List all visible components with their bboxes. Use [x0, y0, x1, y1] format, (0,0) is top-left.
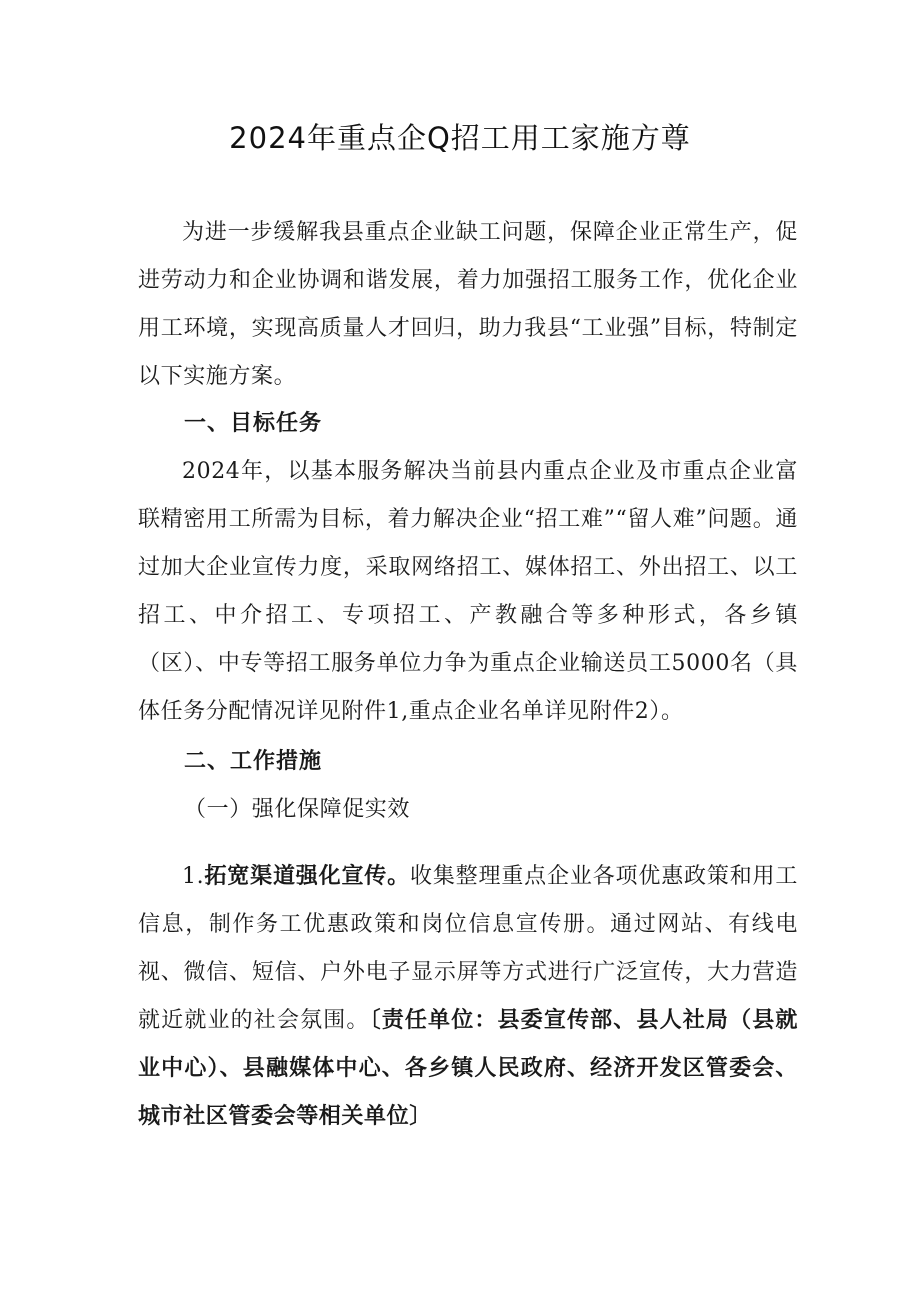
- goals-paragraph: 2024年，以基本服务解决当前县内重点企业及市重点企业富联精密用工所需为目标，着力解决企业“招工难”“留人难”问题。通过加大企业宣传力度，采取网络招工、媒体招工、外出招工、以工招工、中介招工、专项招工、产教融合等多种形式，各乡镇（区）、中专等招工服务单位力争为重点企业输送员工5000名（具体任务分配情况详见附件1,重点企业名单详见附件2）。: [138, 459, 798, 724]
- item-lead: 拓宽渠道强化宣传。: [204, 864, 410, 889]
- intro-paragraph: 为进一步缓解我县重点企业缺工问题，保障企业正常生产，促进劳动力和企业协调和谐发展，着力加强招工服务工作，优化企业用工环境，实现高质量人才回归，助力我县“工业强”目标，特制定以下实施方案。: [138, 220, 798, 389]
- section-heading-measures: 二、工作措施: [184, 749, 323, 774]
- item-body: 收集整理重点企业各项优惠政策和用工信息，制作务工优惠政策和岗位信息宣传册。通过网站、有线电视、微信、短信、户外电子显示屏等方式进行广泛宣传，大力营造就近就业的社会氛围。: [138, 864, 798, 1033]
- item-responsibility: 〔责任单位：县委宣传部、县人社局（县就业中心）、县融媒体中心、各乡镇人民政府、经济开发区管委会、城市社区管委会等相关单位〕: [138, 1008, 798, 1129]
- item-number: 1.: [182, 864, 205, 889]
- measure-item-paragraph: [138, 853, 798, 1141]
- section-heading-goals: 一、目标任务: [184, 411, 323, 436]
- document-title: 2024年重点企Q招工用工家施方尊: [229, 121, 691, 155]
- subsection-heading: （一）强化保障促实效: [184, 797, 411, 822]
